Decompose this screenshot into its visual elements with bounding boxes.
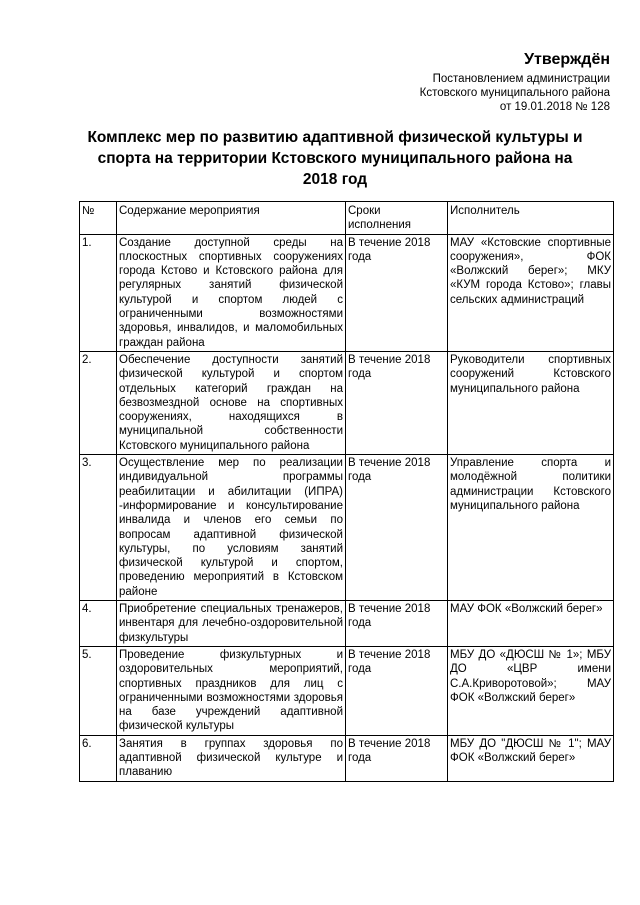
approval-block — [420, 50, 610, 114]
measures-table — [79, 201, 614, 782]
table-row — [80, 646, 614, 735]
approval-line-1: Постановлением администрации — [432, 73, 610, 85]
row-executor: Управление спорта и молодёжной политики администрации Кстовского муниципального района — [448, 455, 614, 601]
row-executor: Руководители спортивных сооружений Кстовского муниципального района — [448, 351, 614, 454]
row-executor: МБУ ДО "ДЮСШ № 1"; МАУ ФОК «Волжский берег» — [448, 735, 614, 781]
table-row — [80, 351, 614, 454]
header-term: Сроки исполнения — [346, 202, 448, 235]
title-line-1: Комплекс мер по развитию адаптивной физической культуры и — [87, 129, 583, 146]
row-term: В течение 2018 года — [346, 455, 448, 601]
row-content: Осуществление мер по реализации индивидуальной программы реабилитации и абилитации (ИПРА) -информирование и консультирование инвалида и членов его семьи по вопросам адаптивной физической культуры, по условиям занятий физической культурой и спортом, проведению мероприятий в Кстовском районе — [117, 455, 346, 601]
row-num: 6. — [80, 735, 117, 781]
title-line-2: спорта на территории Кстовского муниципального района на — [97, 150, 573, 167]
row-term: В течение 2018 года — [346, 601, 448, 647]
approval-line-3: от 19.01.2018 № 128 — [499, 101, 610, 113]
row-content: Обеспечение доступности занятий физической культурой и спортом отдельных категорий граждан на безвозмездной основе на спортивных сооружениях, находящихся в муниципальной собственности Кстовского муниципального района — [117, 351, 346, 454]
row-content: Создание доступной среды на плоскостных спортивных сооружениях города Кстово и Кстовского района для регулярных занятий физической культурой и спортом людей с ограниченными возможностями здоровья, инвалидов, и маломобильных граждан района — [117, 234, 346, 351]
row-num: 3. — [80, 455, 117, 601]
table-header-row — [80, 202, 614, 235]
row-content: Занятия в группах здоровья по адаптивной физической культуре и плаванию — [117, 735, 346, 781]
table-row — [80, 735, 614, 781]
row-executor: МАУ ФОК «Волжский берег» — [448, 601, 614, 647]
row-term: В течение 2018 года — [346, 735, 448, 781]
table-row — [80, 234, 614, 351]
row-term: В течение 2018 года — [346, 234, 448, 351]
row-executor: МБУ ДО «ДЮСШ № 1»; МБУ ДО «ЦВР имени С.А.Криворотовой»; МАУ ФОК «Волжский берег» — [448, 646, 614, 735]
header-executor: Исполнитель — [448, 202, 614, 235]
header-num: № — [80, 202, 117, 235]
row-num: 5. — [80, 646, 117, 735]
document-title — [60, 127, 610, 190]
row-num: 4. — [80, 601, 117, 647]
header-content: Содержание мероприятия — [117, 202, 346, 235]
row-num: 2. — [80, 351, 117, 454]
row-executor: МАУ «Кстовские спортивные сооружения», ФОК «Волжский берег»; МКУ «КУМ города Кстово»; главы сельских администраций — [448, 234, 614, 351]
table-row — [80, 455, 614, 601]
table-row — [80, 601, 614, 647]
row-content: Приобретение специальных тренажеров, инвентаря для лечебно-оздоровительной физкультуры — [117, 601, 346, 647]
row-term: В течение 2018 года — [346, 351, 448, 454]
title-line-3: 2018 год — [302, 171, 368, 188]
approval-line-2: Кстовского муниципального района — [419, 87, 610, 99]
row-term: В течение 2018 года — [346, 646, 448, 735]
approval-heading: Утверждён — [524, 51, 610, 68]
row-content: Проведение физкультурных и оздоровительных мероприятий, спортивных праздников для лиц с ограниченными возможностями здоровья на базе учреждений адаптивной физической культуры — [117, 646, 346, 735]
row-num: 1. — [80, 234, 117, 351]
